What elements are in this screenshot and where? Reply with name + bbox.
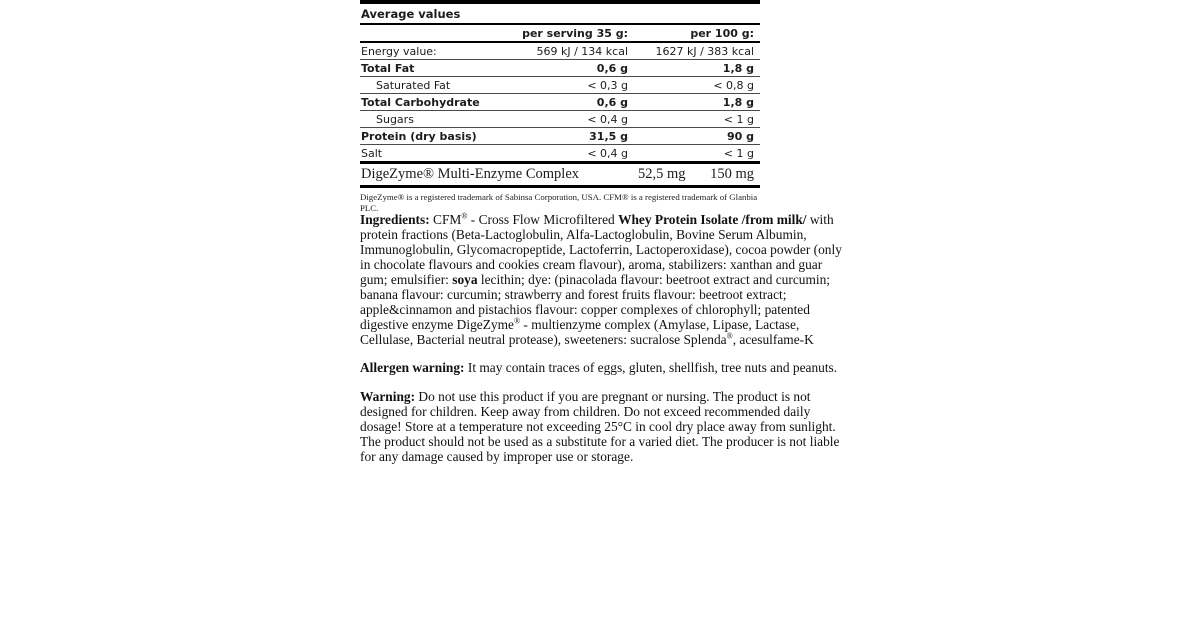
table-row-digezyme <box>360 164 760 188</box>
allergen-warning-paragraph: Allergen warning: It may contain traces of eggs, gluten, shellfish, tree nuts and peanuts. <box>360 360 838 375</box>
row-per-100: < 0,8 g <box>713 78 754 92</box>
row-per-serving: 0,6 g <box>596 95 628 109</box>
header-per-serving: per serving 35 g: <box>522 26 628 40</box>
row-per-100: 1627 kJ / 383 kcal <box>655 44 754 58</box>
row-per-100: 1,8 g <box>722 95 754 109</box>
row-label: Protein (dry basis) <box>361 129 477 143</box>
row-label: Energy value: <box>361 44 437 58</box>
row-label: Total Fat <box>361 61 415 75</box>
row-label: DigeZyme® Multi-Enzyme Complex <box>361 166 580 182</box>
row-per-serving: 52,5 mg <box>638 166 686 182</box>
row-per-serving: 31,5 g <box>589 129 628 143</box>
row-per-100: < 1 g <box>723 112 754 126</box>
row-label: Saturated Fat <box>376 78 451 92</box>
warning-paragraph: Warning: Do not use this product if you are pregnant or nursing. The product is not designed for children. Keep away from children. Do not exceed recommended daily dosage! Store at a temperature not exceeding 25°C in cool dry place away from sunlight. The product should not be used as a substitute for a varied diet. The producer is not liable for any damage caused by improper use or storage. <box>360 389 840 464</box>
table-row-salt <box>360 145 760 164</box>
row-label: Total Carbohydrate <box>361 95 480 109</box>
table-row-total-carbohydrate <box>360 94 760 111</box>
row-per-100: 1,8 g <box>722 61 754 75</box>
row-label: Salt <box>361 146 383 160</box>
row-per-serving: 569 kJ / 134 kcal <box>536 44 628 58</box>
table-row-sugars <box>360 111 760 128</box>
table-row-saturated-fat <box>360 77 760 94</box>
row-per-100: 150 mg <box>710 166 754 182</box>
row-per-serving: < 0,4 g <box>587 112 628 126</box>
table-row-energy <box>360 43 760 60</box>
row-per-100: < 1 g <box>723 146 754 160</box>
label-text-block <box>360 212 852 464</box>
row-per-serving: 0,6 g <box>596 61 628 75</box>
row-per-100: 90 g <box>726 129 754 143</box>
ingredients-paragraph: Ingredients: CFM® - Cross Flow Microfiltered Whey Protein Isolate /from milk/ with protein fractions (Beta-Lactoglobulin, Alfa-Lactoglobulin, Bovine Serum Albumin, Immunoglobulin, Glycomacropeptide, Lactoferrin, Lactoperoxidase), cocoa powder (only in chocolate flavours and cookies cream flavour), aroma, stabilizers: xanthan and guar gum; emulsifier: soya lecithin; dye: (pinacolada flavour: beetroot extract and curcumin; banana flavour: curcumin; strawberry and forest fruits flavour: beetroot extract; apple&cinnamon and pistachios flavour: copper complexes of chlorophyll; patented digestive enzyme DigeZyme® - multienzyme complex (Amylase, Lipase, Lactase, Cellulase, Bacterial neutral protease), sweeteners: sucralose Splenda®, acesulfame-K <box>360 211 842 347</box>
table-row-protein <box>360 128 760 145</box>
table-title: Average values <box>360 4 760 25</box>
header-per-100: per 100 g: <box>690 26 754 40</box>
table-header-row <box>360 25 760 43</box>
row-per-serving: < 0,4 g <box>587 146 628 160</box>
trademark-footnote: DigeZyme® is a registered trademark of Sabinsa Corporation, USA. CFM® is a registered trademark of Glanbia PLC. <box>360 192 758 214</box>
nutrition-table <box>360 0 760 215</box>
table-row-total-fat <box>360 60 760 77</box>
row-label: Sugars <box>376 112 414 126</box>
row-per-serving: < 0,3 g <box>587 78 628 92</box>
